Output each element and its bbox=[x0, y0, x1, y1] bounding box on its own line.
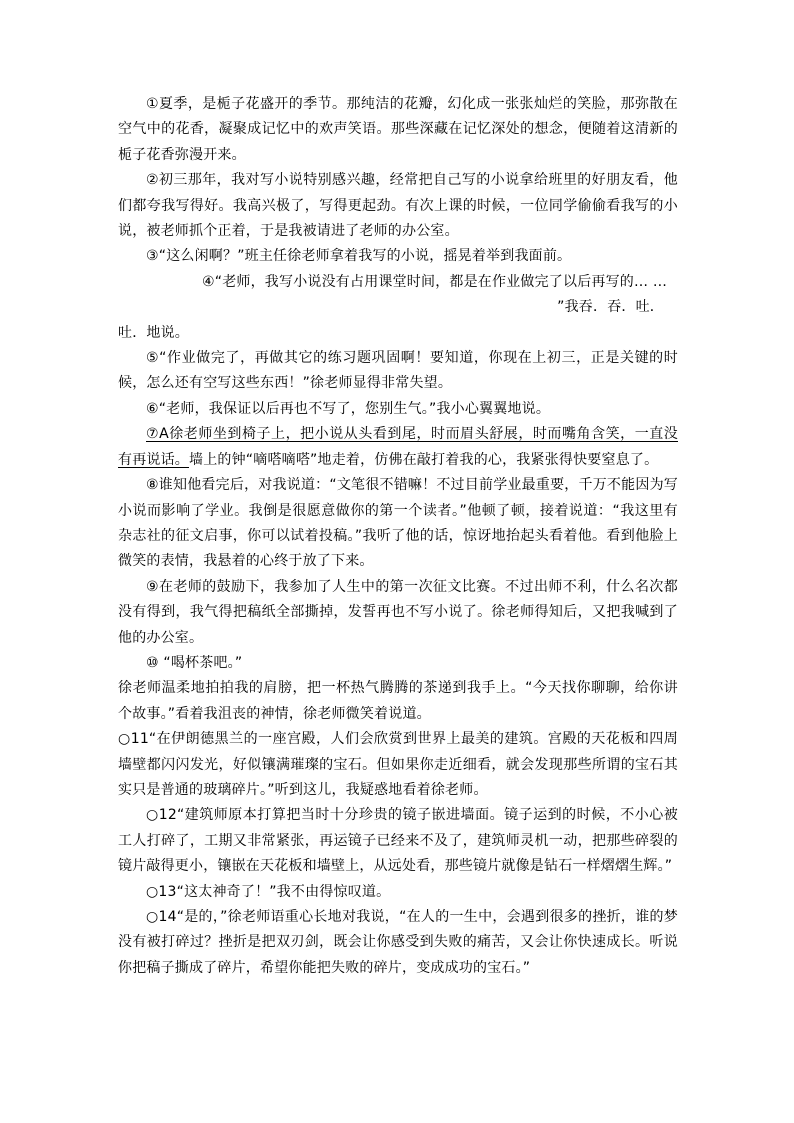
underlined-sentence-a: ⑦A徐老师坐到椅子上，把小说从头看到尾，时而眉头舒展，时而嘴角含笑，一直没有再说话。 bbox=[118, 426, 678, 468]
paragraph-3: ③“这么闲啊？”班主任徐老师拿着我写的小说，摇晃着举到我面前。 bbox=[146, 248, 572, 265]
paragraph-5: ⑤“作业做完了，再做其它的练习题巩固啊！要知道，你现在上初三，正是关键的时候，怎么还有空写这些东西！”徐老师显得非常失望。 bbox=[118, 350, 678, 392]
paragraph-4-line-2: ”我吞．吞．吐． bbox=[557, 299, 664, 316]
paragraph-8: ⑧谁知他看完后，对我说道：“文笔很不错嘛！不过目前学业最重要，千万不能因为写小说而影响了学业。我倒是很愿意做你的第一个读者。”他顿了顿，接着说道：“我这里有杂志社的征文启事，你可以试着投稿。”我听了他的话，惊讶地抬起头看着他。看到他脸上微笑的表情，我悬着的心终于放了下来。 bbox=[118, 477, 678, 570]
paragraph-14: ○14“是的，”徐老师语重心长地对我说，“在人的一生中，会遇到很多的挫折，谁的梦没有被打碎过？挫折是把双刃剑，既会让你感受到失败的痛苦，又会让你快速成长。听说你把稿子撕成了碎片，希望你能把失败的碎片，变成成功的宝石。” bbox=[118, 909, 678, 976]
paragraph-11: ○11“在伊朗德黑兰的一座宫殿，人们会欣赏到世界上最美的建筑。宫殿的天花板和四周墙壁都闪闪发光，好似镶满璀璨的宝石。但如果你走近细看，就会发现那些所谓的宝石其实只是普通的玻璃碎片。”听到这儿，我疑惑地看着徐老师。 bbox=[118, 731, 678, 798]
paragraph-13: ○13“这太神奇了！”我不由得惊叹道。 bbox=[146, 883, 391, 900]
paragraph-4-line-1: ④“老师，我写小说没有占用课堂时间，都是在作业做完了以后再写的… … bbox=[202, 273, 668, 290]
paragraph-10: ⑩ “喝杯茶吧。” bbox=[146, 654, 243, 671]
paragraph-7-rest: 墙上的钟“嘀嗒嘀嗒”地走着，仿佛在敲打着我的心，我紧张得快要窒息了。 bbox=[189, 451, 659, 468]
paragraph-4-line-3: 吐．地说。 bbox=[118, 324, 189, 341]
paragraph-12: ○12“建筑师原本打算把当时十分珍贵的镜子嵌进墙面。镜子运到的时候，不小心被工人打碎了，工期又非常紧张，再运镜子已经来不及了，建筑师灵机一动，把那些碎裂的镜片敲得更小，镶嵌在天花板和墙壁上，从远处看，那些镜片就像是钻石一样熠熠生辉。” bbox=[118, 807, 678, 875]
paragraph-2: ②初三那年，我对写小说特别感兴趣，经常把自己写的小说拿给班里的好朋友看，他们都夸我写得好。我高兴极了，写得更起劲。有次上课的时候，一位同学偷偷看我写的小说，被老师抓个正着，于是我被请进了老师的办公室。 bbox=[118, 172, 678, 240]
paragraph-7 bbox=[118, 422, 678, 473]
document-body bbox=[118, 92, 678, 981]
paragraph-1: ①夏季，是栀子花盛开的季节。那纯洁的花瓣，幻化成一张张灿烂的笑脸，那弥散在空气中的花香，凝聚成记忆中的欢声笑语。那些深藏在记忆深处的想念，便随着这清新的栀子花香弥漫开来。 bbox=[118, 96, 678, 163]
paragraph-10-continued: 徐老师温柔地拍拍我的肩膀，把一杯热气腾腾的茶递到我手上。“今天找你聊聊，给你讲个故事。”看着我沮丧的神情，徐老师微笑着说道。 bbox=[118, 680, 678, 722]
paragraph-6: ⑥“老师，我保证以后再也不写了，您别生气。”我小心翼翼地说。 bbox=[146, 400, 551, 417]
paragraph-9: ⑨在老师的鼓励下，我参加了人生中的第一次征文比赛。不过出师不利，什么名次都没有得到，我气得把稿纸全部撕掉，发誓再也不写小说了。徐老师得知后，又把我喊到了他的办公室。 bbox=[118, 578, 678, 646]
